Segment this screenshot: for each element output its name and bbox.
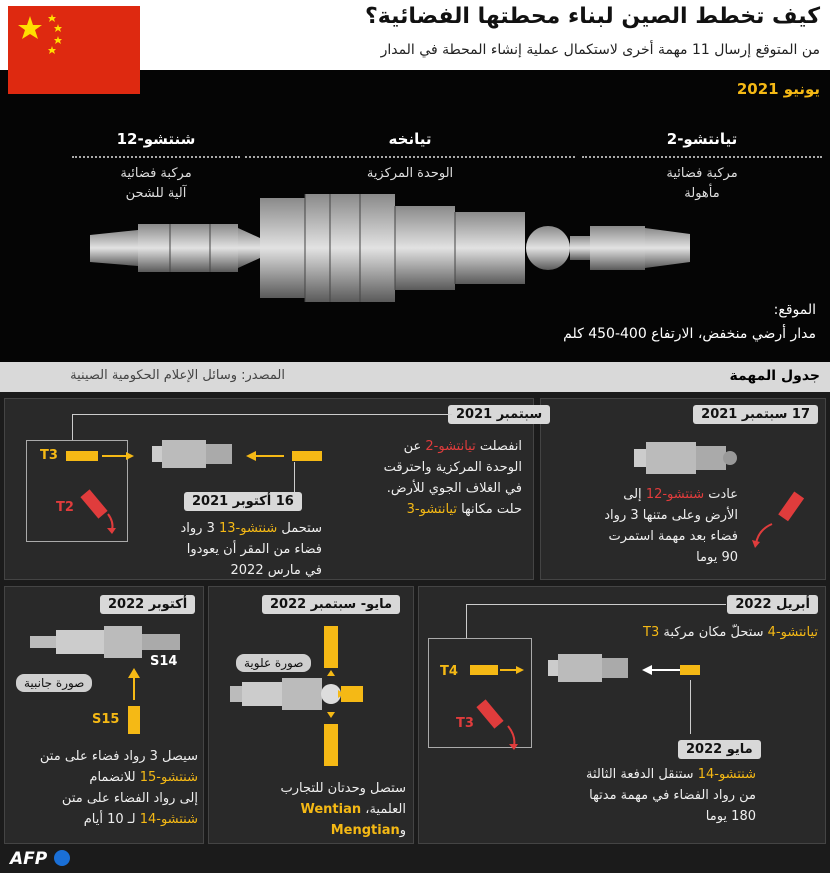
page-title: كيف تخطط الصين لبناء محطتها الفضائية؟ xyxy=(365,4,820,29)
panel-sep-text: انفصلت تيانتشو-2 عن الوحدة المركزية واحترقت في الغلاف الجوي للأرض. حلت مكانها تيانتشو-3 xyxy=(383,439,522,517)
module-divider xyxy=(72,156,240,158)
arrow-up-icon xyxy=(124,666,144,706)
date-badge: أكتوبر 2022 xyxy=(100,595,195,614)
tianhe-module-icon xyxy=(628,440,738,480)
page-subtitle: من المتوقع إرسال 11 مهمة أخرى لاستكمال عملية إنشاء المحطة في المدار xyxy=(380,42,820,58)
connector-line xyxy=(466,604,467,638)
date-badge-may: مايو 2022 xyxy=(678,740,761,759)
label-t3: T3 xyxy=(40,448,58,463)
connector-line xyxy=(466,604,726,605)
module-divider xyxy=(245,156,575,158)
station-top-view-icon xyxy=(226,620,396,774)
source-label: المصدر: وسائل الإعلام الحكومية الصينية xyxy=(70,368,285,383)
panel-sep17-text: عادت شنتشو-12 إلى الأرض وعلى متنها 3 رواد فضاء بعد مهمة استمرت 90 يوما xyxy=(604,487,738,565)
label-t4: T4 xyxy=(440,664,458,679)
panel-oct2021-text: ستحمل شنتشو-13 3 رواد فضاء من المقر أن يعودوا في مارس 2022 xyxy=(180,521,322,578)
label-s15: S15 xyxy=(92,712,120,727)
date-badge: 17 سبتمبر 2021 xyxy=(693,405,818,424)
panel-may2022-text: شنتشو-14 ستنقل الدفعة الثالثة من رواد الفضاء في مهمة مدتها 180 يوما xyxy=(585,767,756,824)
shenzhou14-icon xyxy=(676,660,706,684)
schedule-label: جدول المهمة xyxy=(729,368,820,384)
module-desc-tianzhou2: مأهولة xyxy=(684,186,720,201)
module-name-tianzhou2: تيانتشو-2 xyxy=(666,130,738,148)
location-value: مدار أرضي منخفض، الارتفاع 400-450 كلم xyxy=(563,326,816,342)
connector-line xyxy=(72,414,73,440)
module-desc-shenzhou12: آلية للشحن xyxy=(125,186,187,201)
date-badge-oct: 16 أكتوبر 2021 xyxy=(184,492,302,511)
china-flag xyxy=(8,6,140,94)
panel-maysep-text: ستصل وحدتان للتجارب العلمية، Wentian وMengtian xyxy=(280,781,406,838)
shenzhou15-icon xyxy=(124,702,144,742)
tianhe-module-icon xyxy=(148,438,244,474)
tianzhou2-burn-icon xyxy=(78,484,124,538)
module-desc-tianhe: الوحدة المركزية xyxy=(366,166,454,181)
module-divider xyxy=(582,156,822,158)
module-name-tianhe: تيانخه xyxy=(388,130,432,148)
tianzhou3-burn-icon xyxy=(474,696,528,754)
panel-apr-text: تيانتشو-4 ستحلّ مكان مركبة T3 xyxy=(643,625,818,640)
location-block xyxy=(563,298,816,346)
tianzhou3-icon xyxy=(64,448,140,468)
tianzhou4-icon xyxy=(468,662,528,682)
module-desc-tianzhou2: مركبة فضائية xyxy=(666,166,738,181)
source-bar xyxy=(0,362,830,392)
module-name-shenzhou12: شنتشو-12 xyxy=(116,130,196,148)
date-badge: أبريل 2022 xyxy=(727,595,818,614)
date-badge: مايو- سبتمبر 2022 xyxy=(262,595,400,614)
location-label: الموقع: xyxy=(773,302,816,318)
connector-line xyxy=(294,462,295,492)
connector-line xyxy=(72,414,452,415)
afp-logo: AFP xyxy=(10,849,71,869)
shenzhou12-name: شنتشو-12 xyxy=(645,487,705,502)
tianhe-module-icon xyxy=(544,652,640,688)
panel-oct-text: سيصل 3 رواد فضاء على متن شنتشو-15 للانضمام إلى رواد الفضاء على متن شنتشو-14 لـ 10 أيام xyxy=(39,749,198,827)
label-t2: T2 xyxy=(56,500,74,515)
date-badge: سبتمبر 2021 xyxy=(448,405,550,424)
hero-date: يونيو 2021 xyxy=(736,80,820,98)
label-t3-red: T3 xyxy=(456,716,474,731)
top-view-pill: صورة علوية xyxy=(236,654,311,672)
module-desc-shenzhou12: مركبة فضائية xyxy=(120,166,192,181)
arrow-left-icon xyxy=(244,448,334,468)
return-arrow-icon xyxy=(748,520,778,554)
connector-line xyxy=(690,680,691,734)
side-view-pill: صورة جانبية xyxy=(16,674,92,692)
label-s14: S14 xyxy=(150,654,178,669)
